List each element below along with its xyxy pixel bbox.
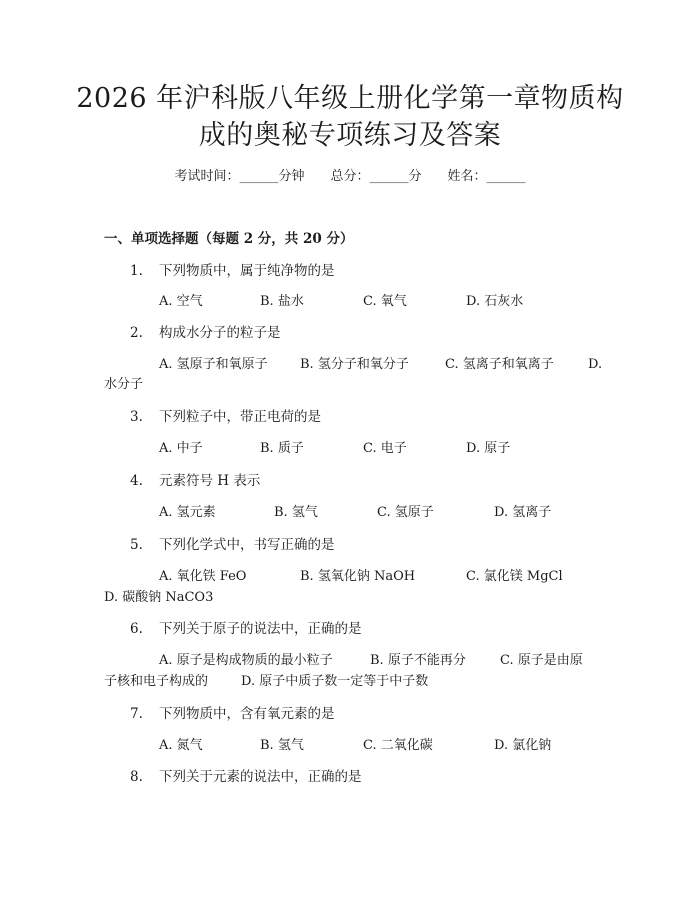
option-a: A. 原子是构成物质的最小粒子	[159, 653, 333, 668]
question-number: 1.	[130, 263, 143, 279]
document-title-line1: 2026 年沪科版八年级上册化学第一章物质构	[76, 83, 624, 114]
question-number: 7.	[130, 706, 143, 722]
question-stem: 构成水分子的粒子是	[159, 325, 281, 341]
option-a: A. 中子	[159, 441, 203, 456]
question-stem: 下列关于原子的说法中，正确的是	[159, 621, 362, 637]
section-heading: 一、单项选择题（每题 2 分，共 20 分）	[104, 231, 354, 247]
question-number: 4.	[130, 473, 143, 489]
option-c: C. 氢离子和氧离子	[445, 357, 554, 372]
option-a: A. 氢原子和氧原子	[159, 357, 268, 372]
option-b: B. 氢气	[274, 505, 318, 520]
question-number: 6.	[130, 621, 143, 637]
question-stem: 下列粒子中，带正电荷的是	[159, 409, 321, 425]
option-b: B. 原子不能再分	[370, 653, 466, 668]
option-a: A. 氧化铁 FeO	[159, 569, 247, 584]
option-d: D. 氢离子	[494, 505, 552, 520]
document-title-line2: 成的奥秘专项练习及答案	[198, 120, 502, 151]
exam-total-score: 总分：______分	[330, 169, 422, 184]
option-b: B. 氢气	[260, 738, 304, 753]
option-d: D. 原子中质子数一定等于中子数	[241, 674, 429, 689]
option-c-continued: 子核和电子构成的	[104, 674, 209, 689]
question-number: 8.	[130, 769, 143, 785]
option-d: D. 原子	[466, 441, 511, 456]
option-c: C. 氧气	[363, 294, 407, 309]
option-c: C. 二氧化碳	[363, 738, 433, 753]
option-d: D. 碳酸钠 NaCO3	[104, 590, 214, 605]
option-d: D. 氯化钠	[494, 738, 552, 753]
student-name-field: 姓名：______	[447, 169, 526, 184]
option-a: A. 氮气	[159, 738, 203, 753]
option-a: A. 空气	[159, 294, 203, 309]
option-c: C. 氯化镁 MgCl	[466, 569, 563, 584]
question-number: 5.	[130, 537, 143, 553]
option-c: C. 电子	[363, 441, 407, 456]
option-c: C. 原子是由原	[500, 653, 583, 668]
question-stem: 下列物质中，含有氧元素的是	[159, 706, 335, 722]
option-d-text: 水分子	[104, 377, 144, 392]
option-b: B. 盐水	[260, 294, 304, 309]
option-a: A. 氢元素	[159, 505, 216, 520]
option-b: B. 氢氧化钠 NaOH	[300, 569, 416, 584]
question-number: 3.	[130, 409, 143, 425]
question-number: 2.	[130, 325, 143, 341]
question-stem: 元素符号 H 表示	[159, 473, 261, 489]
option-b: B. 氢分子和氧分子	[300, 357, 409, 372]
question-stem: 下列化学式中，书写正确的是	[159, 537, 335, 553]
question-stem: 下列关于元素的说法中，正确的是	[159, 769, 362, 785]
option-d: D. 石灰水	[466, 294, 524, 309]
option-d: D.	[588, 357, 603, 372]
exam-meta	[0, 167, 700, 187]
option-c: C. 氢原子	[377, 505, 434, 520]
exam-time: 考试时间：______分钟	[174, 169, 305, 184]
option-b: B. 质子	[260, 441, 304, 456]
question-stem: 下列物质中，属于纯净物的是	[159, 263, 335, 279]
